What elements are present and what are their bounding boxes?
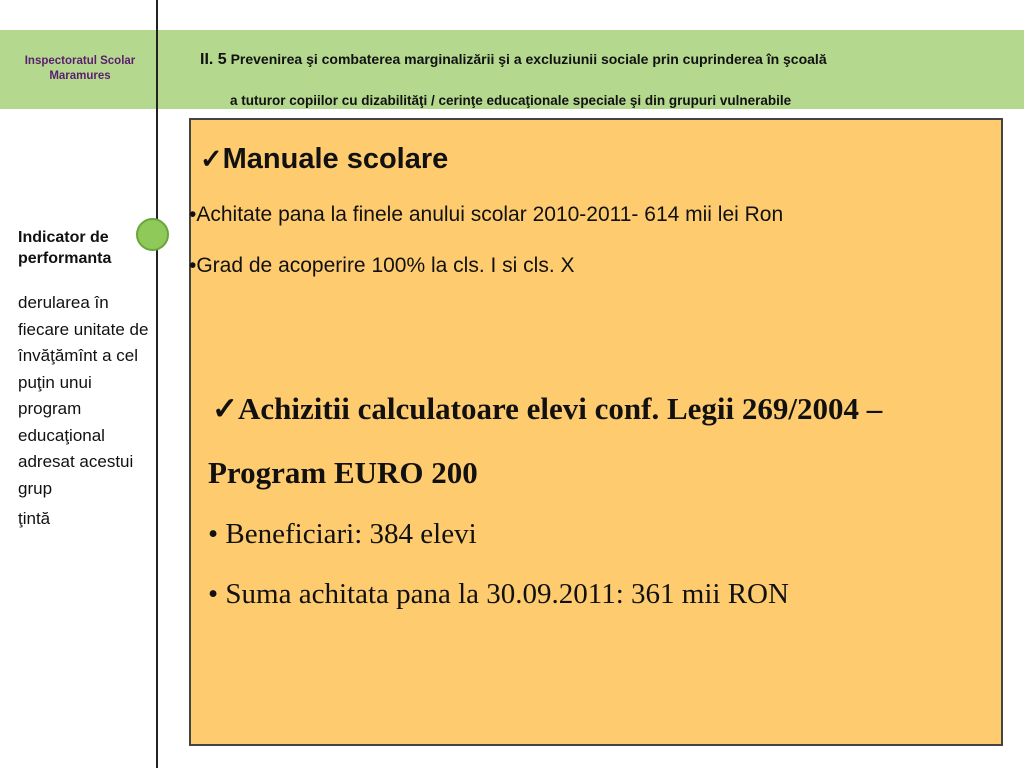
section-1-bullet-1: •Achitate pana la finele anului scolar 2010-2011- 614 mii lei Ron	[189, 203, 784, 226]
checkmark-icon: ✓	[212, 391, 238, 426]
org-line-1: Inspectoratul Scolar	[24, 55, 136, 67]
description-text: derularea în fiecare unitate de învăţămînt a cel puţin unui program educaţional adresat acestui grup	[18, 293, 149, 498]
title-number: II. 5	[200, 51, 227, 68]
organization-name	[0, 54, 160, 84]
section-2-heading-line-2: Program EURO 200	[208, 455, 478, 490]
description-end: ţintă	[18, 509, 51, 528]
org-line-2: Maramures	[49, 70, 111, 82]
checkmark-icon: ✓	[200, 144, 223, 174]
indicator-line-1: Indicator de	[18, 229, 109, 246]
section-1-heading-text: Manuale scolare	[222, 143, 449, 175]
indicator-label	[18, 227, 111, 269]
slide-title-line-1	[200, 51, 827, 69]
title-text-1: Prevenirea şi combaterea marginalizării şi a excluziunii sociale prin cuprinderea în şcoală	[230, 51, 827, 67]
indicator-description	[18, 290, 153, 533]
section-2-bullet-2: • Suma achitata pana la 30.09.2011: 361 mii RON	[208, 578, 789, 610]
section-2-heading-text: Achizitii calculatoare elevi conf. Legii 269/2004 –	[237, 391, 883, 426]
section-1-bullet-2: •Grad de acoperire 100% la cls. I si cls. X	[189, 254, 575, 277]
vertical-divider	[156, 0, 158, 768]
section-2-bullet-1: • Beneficiari: 384 elevi	[208, 518, 477, 550]
slide-title-line-2: a tuturor copiilor cu dizabilităţi / cerinţe educaţionale speciale şi din grupuri vulnerabile	[230, 93, 792, 108]
section-2-heading	[212, 391, 882, 427]
section-1-heading	[200, 143, 448, 176]
indicator-line-2: performanta	[18, 250, 112, 267]
circle-marker-icon	[136, 218, 169, 251]
